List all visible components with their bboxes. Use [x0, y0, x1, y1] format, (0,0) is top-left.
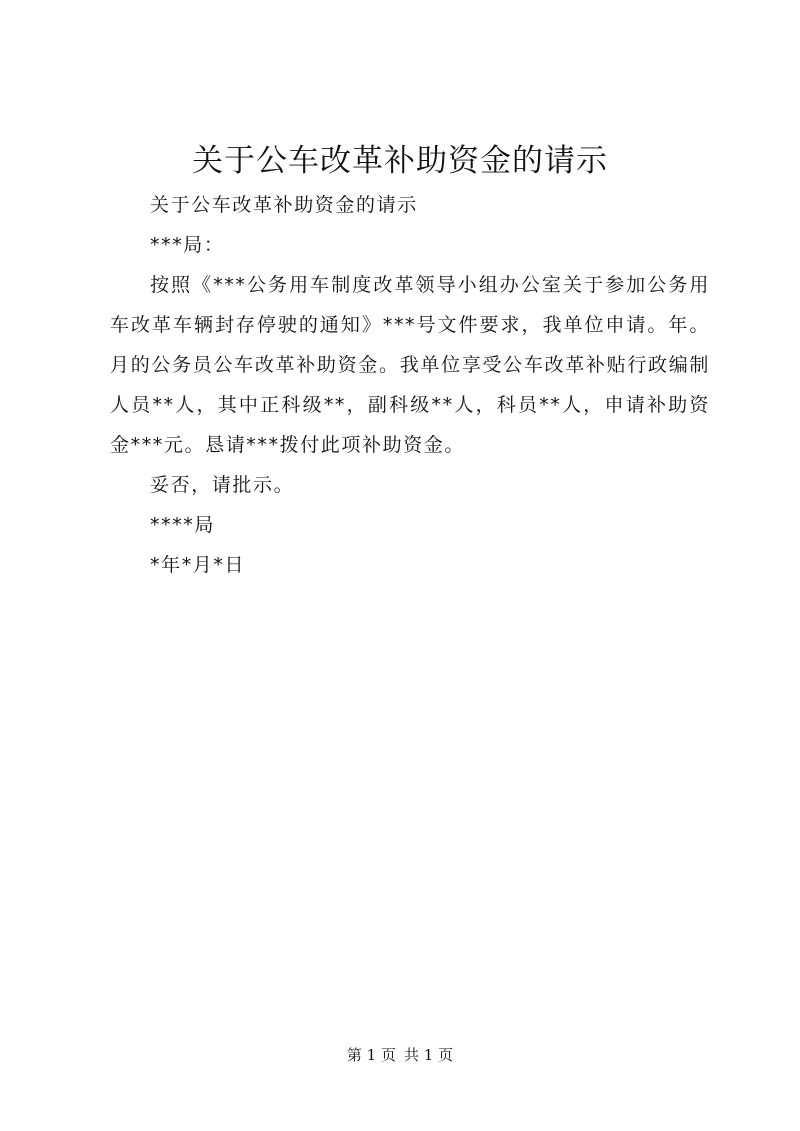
signature-date: *年*月*日	[150, 554, 246, 576]
subject-line: 关于公车改革补助资金的请示	[150, 194, 418, 216]
addressee: ***局：	[150, 234, 225, 256]
closing-request: 妥否，请批示。	[150, 474, 295, 496]
body-paragraph: 按照《***公务用车制度改革领导小组办公室关于参加公务用车改革车辆封存停驶的通知》***号文件要求，我单位申请。年。月的公务员公车改革补助资金。我单位享受公车改革补贴行政编制人员**人，其中正科级**，副科级**人，科员**人，申请补助资金***元。恳请***拨付此项补助资金。	[110, 274, 710, 456]
document-title: 关于公车改革补助资金的请示	[192, 143, 608, 179]
page-number: 第 1 页	[346, 1046, 396, 1064]
page-total: 共 1 页	[404, 1046, 454, 1064]
document-body	[110, 185, 710, 585]
signature-organization: ****局	[150, 514, 216, 536]
page-footer	[0, 1044, 800, 1066]
